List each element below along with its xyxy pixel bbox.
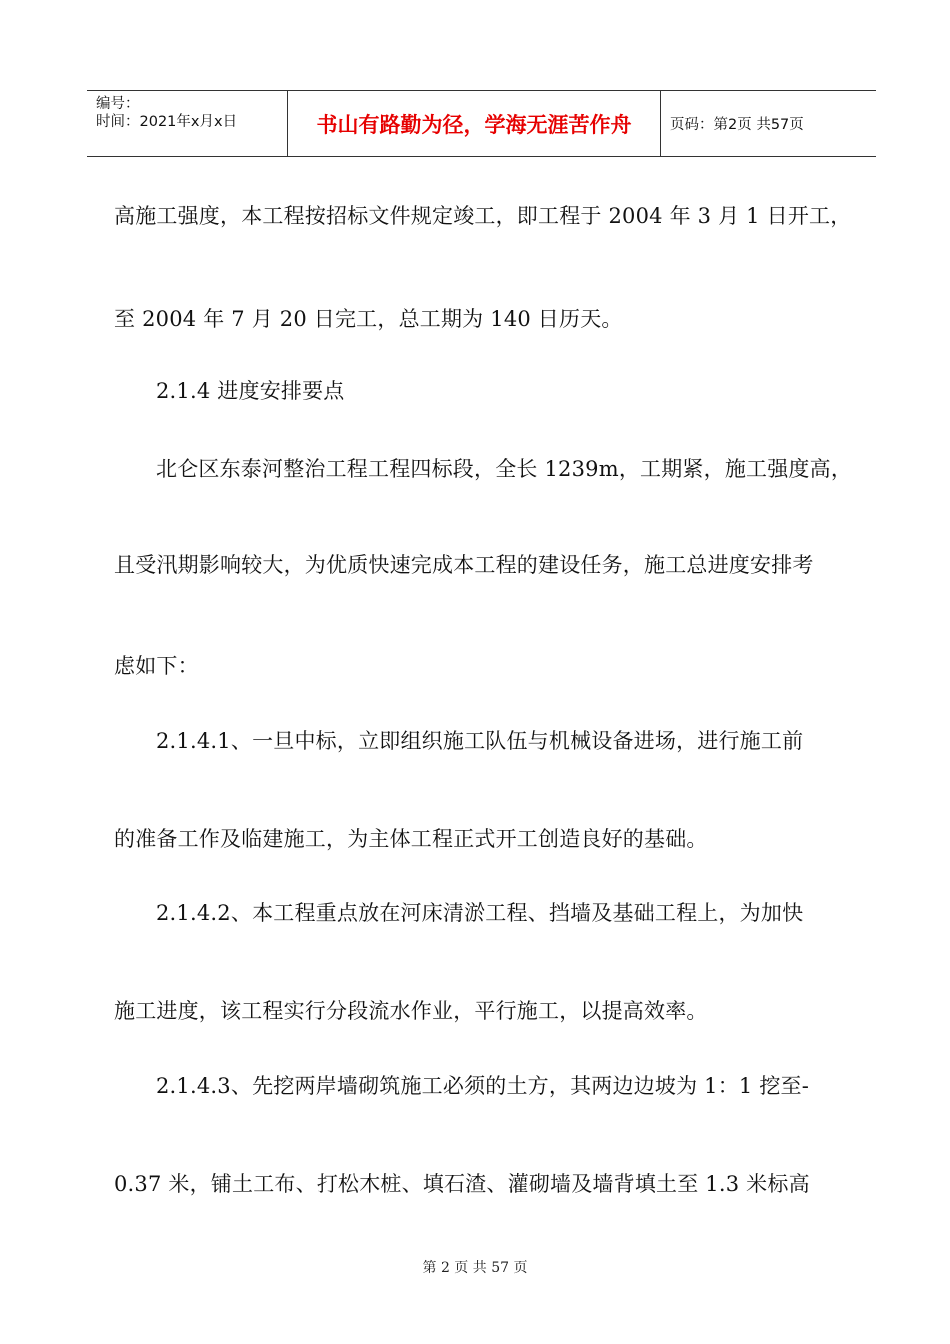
header-meta — [87, 91, 288, 156]
document-number-label: 编号： — [96, 96, 140, 112]
body-line-3: 北仑区东泰河整治工程工程四标段，全长 1239m，工期紧，施工强度高， — [156, 457, 853, 481]
body-line-11: 0.37 米，铺土工布、打松木桩、填石渣、灌砌墙及墙背填土至 1.3 米标高 — [114, 1172, 810, 1196]
body-line-6: 2.1.4.1、一旦中标，立即组织施工队伍与机械设备进场，进行施工前 — [156, 729, 804, 753]
page-footer: 第 2 页 共 57 页 — [422, 1260, 528, 1276]
body-line-10: 2.1.4.3、先挖两岸墙砌筑施工必须的土方，其两边边坡为 1：1 挖至- — [156, 1074, 810, 1098]
body-line-5: 虑如下： — [114, 654, 199, 678]
body-line-8: 2.1.4.2、本工程重点放在河床清淤工程、挡墙及基础工程上，为加快 — [156, 901, 804, 925]
header-motto: 书山有路勤为径，学海无涯苦作舟 — [288, 91, 661, 156]
body-line-1: 高施工强度，本工程按招标文件规定竣工，即工程于 2004 年 3 月 1 日开工， — [114, 204, 852, 228]
header-page-info: 页码：第2页 共57页 — [670, 117, 804, 133]
body-line-7: 的准备工作及临建施工，为主体工程正式开工创造良好的基础。 — [114, 827, 708, 851]
body-line-9: 施工进度，该工程实行分段流水作业，平行施工，以提高效率。 — [114, 999, 708, 1023]
page-header — [87, 90, 876, 157]
body-line-2: 至 2004 年 7 月 20 日完工，总工期为 140 日历天。 — [114, 307, 623, 331]
section-heading: 2.1.4 进度安排要点 — [156, 379, 345, 403]
document-time: 时间：2021年x月x日 — [96, 114, 238, 130]
body-line-4: 且受汛期影响较大，为优质快速完成本工程的建设任务，施工总进度安排考 — [114, 553, 814, 577]
